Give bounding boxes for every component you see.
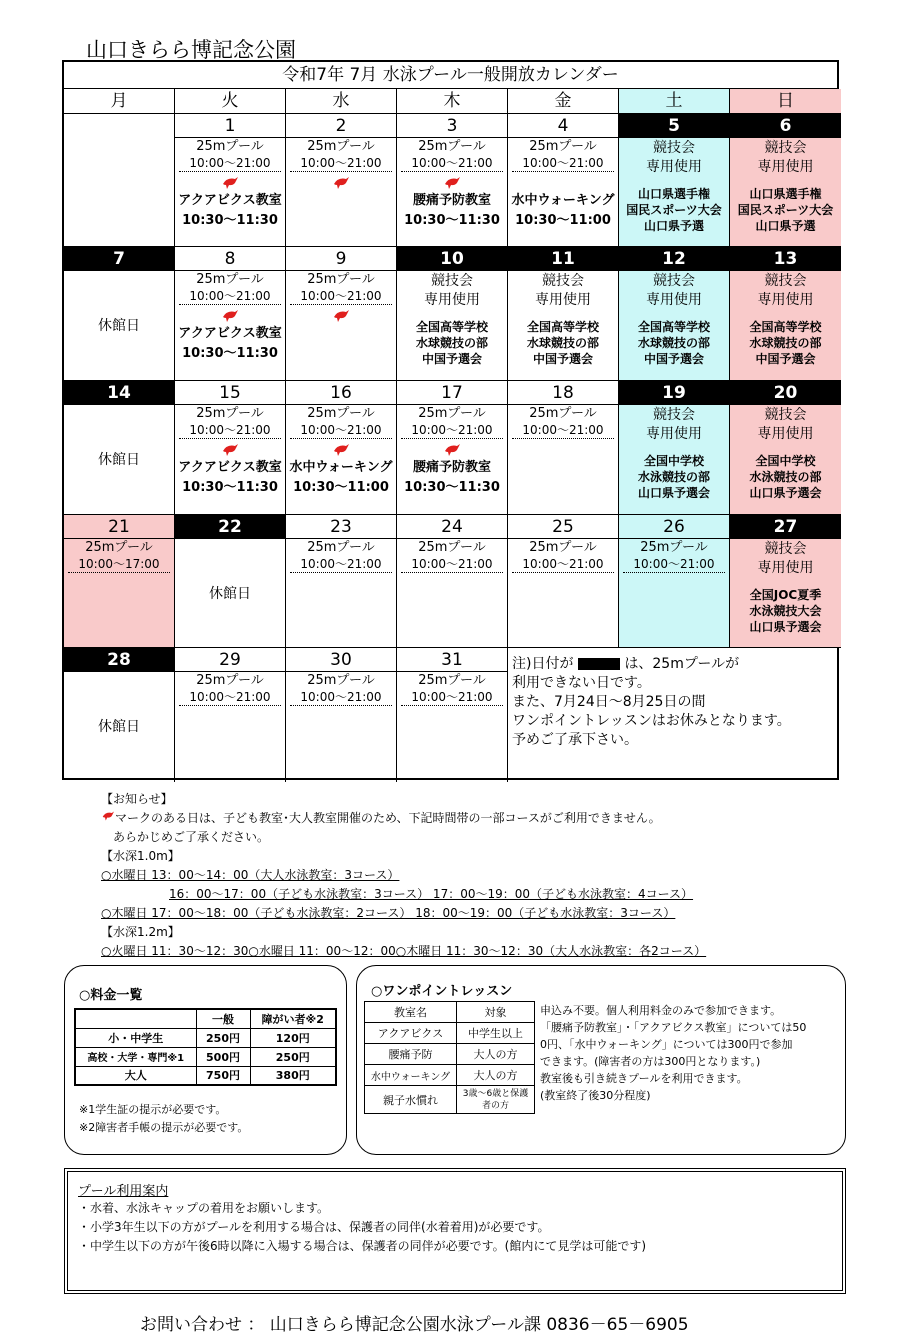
calendar-day — [286, 515, 397, 648]
calendar-day — [286, 381, 397, 515]
fee-box — [64, 965, 347, 1155]
pool-hours: 10:00～21:00 — [179, 690, 281, 706]
calendar-day — [619, 515, 730, 648]
notice-heading: 【お知らせ】 — [101, 792, 173, 806]
fee-cell: 大人 — [75, 1066, 196, 1085]
competition-label: 競技会 — [431, 273, 473, 289]
dolphin-icon — [443, 442, 461, 458]
fee-cell: 小・中学生 — [75, 1028, 196, 1047]
guide-list — [78, 1199, 646, 1256]
lesson-header: 教室名 — [365, 1002, 457, 1023]
weekday-header: 月 — [64, 89, 175, 114]
class-name: 腰痛予防教室 — [412, 460, 491, 475]
pool-label: 25mプール — [196, 406, 264, 421]
day-number: 31 — [397, 648, 507, 672]
fee-header: 一般 — [196, 1009, 250, 1028]
pool-label: 25mプール — [529, 406, 597, 421]
calendar-day — [730, 515, 841, 648]
pool-hours: 10:00～21:00 — [290, 423, 392, 439]
day-number: 9 — [286, 247, 396, 271]
fee-cell: 250円 — [196, 1028, 250, 1047]
calendar-day — [64, 648, 175, 782]
day-number: 1 — [175, 114, 285, 138]
exclusive-label: 専用使用 — [757, 560, 814, 576]
day-number: 20 — [730, 381, 841, 405]
pool-label: 25mプール — [418, 673, 486, 688]
pool-hours: 10:00～21:00 — [401, 423, 503, 439]
fee-table — [74, 1008, 337, 1086]
note-line: また、7月24日～8月25日の間 — [512, 694, 706, 710]
competition-label: 競技会 — [764, 140, 807, 156]
exclusive-label: 専用使用 — [535, 292, 591, 308]
pool-label: 25mプール — [640, 540, 708, 555]
calendar-day — [730, 114, 841, 247]
schedule-line: ○火曜日 11：30～12：30○水曜日 11：00～12：00○木曜日 11：30～12：30（大人水泳教室：各2コース） — [101, 944, 707, 958]
day-number: 23 — [286, 515, 396, 539]
lesson-cell: 腰痛予防 — [365, 1044, 457, 1065]
day-number: 26 — [619, 515, 729, 539]
calendar-day — [730, 381, 841, 515]
pool-label: 25mプール — [529, 139, 597, 154]
event-name: 全国高等学校 水球競技の部 中国予選会 — [415, 320, 488, 366]
day-number: 12 — [619, 247, 729, 271]
pool-label: 25mプール — [307, 673, 375, 688]
exclusive-label: 専用使用 — [757, 292, 814, 308]
pool-hours: 10:00～21:00 — [290, 289, 392, 305]
calendar-day — [286, 648, 397, 782]
day-number: 21 — [64, 515, 174, 539]
event-name: 全国中学校 水泳競技の部 山口県予選会 — [749, 454, 822, 500]
lesson-cell: 親子水慣れ — [365, 1086, 457, 1114]
class-time: 10:30～11:30 — [182, 480, 278, 495]
lesson-cell: 大人の方 — [457, 1065, 535, 1086]
pool-hours: 10:00～21:00 — [512, 423, 614, 439]
calendar-day — [619, 247, 730, 381]
day-number: 25 — [508, 515, 618, 539]
class-name: 水中ウォーキング — [511, 193, 615, 208]
day-number: 17 — [397, 381, 507, 405]
schedule-line: ○木曜日 17：00～18：00（子ども水泳教室：2コース） 18：00～19：00（子ども水泳教室：3コース） — [101, 906, 676, 920]
pool-hours: 10:00～21:00 — [290, 690, 392, 706]
calendar-day — [508, 247, 619, 381]
pool-label: 25mプール — [85, 540, 153, 555]
day-number: 15 — [175, 381, 285, 405]
competition-label: 競技会 — [542, 273, 584, 289]
class-time: 10:30～11:00 — [293, 480, 389, 495]
calendar-day — [64, 515, 175, 648]
day-number: 27 — [730, 515, 841, 539]
day-number: 6 — [730, 114, 841, 138]
schedule-line: 16：00～17：00（子ども水泳教室：3コース） 17：00～19：00（子ども水泳教室：4コース） — [169, 887, 694, 901]
dolphin-icon — [221, 308, 239, 324]
depth-heading: 【水深1.0m】 — [101, 849, 180, 863]
lesson-table — [364, 1001, 535, 1114]
class-time: 10:30～11:30 — [182, 213, 278, 228]
dolphin-icon — [332, 308, 350, 324]
pool-hours: 10:00～21:00 — [401, 156, 503, 172]
day-number: 2 — [286, 114, 396, 138]
fee-cell: 380円 — [250, 1066, 336, 1085]
pool-hours: 10:00～21:00 — [179, 289, 281, 305]
guide-title: プール利用案内 — [78, 1184, 169, 1199]
calendar-day — [508, 381, 619, 515]
day-number: 5 — [619, 114, 729, 138]
lesson-cell: 中学生以上 — [457, 1023, 535, 1044]
fee-header: 障がい者※2 — [250, 1009, 336, 1028]
fee-cell: 120円 — [250, 1028, 336, 1047]
day-number: 30 — [286, 648, 396, 672]
contact-footer: お問い合わせ ： 山口きらら博記念公園水泳プール課 0836－65－6905 — [140, 1315, 689, 1335]
class-name: 腰痛予防教室 — [412, 193, 491, 208]
pool-label: 25mプール — [307, 406, 375, 421]
dolphin-icon — [443, 175, 461, 191]
note-line: 予めご了承下さい。 — [512, 732, 638, 748]
exclusive-label: 専用使用 — [757, 159, 814, 175]
guide-item: ・水着、水泳キャップの着用をお願いします。 — [78, 1201, 330, 1215]
lesson-title: ○ワンポイントレッスン — [371, 984, 513, 999]
calendar — [62, 60, 839, 780]
exclusive-label: 専用使用 — [646, 159, 702, 175]
lesson-text-line: (教室終了後30分程度) — [540, 1089, 651, 1102]
exclusive-label: 専用使用 — [646, 426, 702, 442]
lesson-text-line: 教室後も引き続きプールを利用できます。 — [540, 1072, 748, 1085]
lesson-cell: 3歳～6歳と保護者の方 — [457, 1086, 535, 1114]
calendar-day — [397, 247, 508, 381]
day-number: 22 — [175, 515, 285, 539]
schedule-line: ○水曜日 13：00～14：00（大人水泳教室：3コース） — [101, 868, 400, 882]
weekday-header: 日 — [730, 89, 841, 114]
fee-cell: 250円 — [250, 1047, 336, 1066]
org-title: 山口きらら博記念公園 — [86, 38, 296, 62]
exclusive-label: 専用使用 — [424, 292, 480, 308]
lesson-box — [356, 965, 846, 1155]
calendar-day — [175, 247, 286, 381]
dolphin-icon — [332, 442, 350, 458]
calendar-day — [508, 114, 619, 247]
day-number: 16 — [286, 381, 396, 405]
lesson-text-line: 申込み不要。個人利用料金のみで参加できます。 — [540, 1004, 782, 1017]
pool-hours: 10:00～21:00 — [179, 156, 281, 172]
fee-note: ※2障害者手帳の提示が必要です。 — [79, 1121, 249, 1134]
note-line: は、25mプールが — [624, 656, 740, 672]
day-number: 19 — [619, 381, 729, 405]
lesson-cell: 水中ウォーキング — [365, 1065, 457, 1086]
event-name: 全国高等学校 水球競技の部 中国予選会 — [526, 320, 599, 366]
note-line: 利用できない日です。 — [512, 675, 651, 691]
calendar-day — [64, 247, 175, 381]
competition-label: 競技会 — [764, 273, 807, 289]
lesson-text-line: 0円、「水中ウォーキング」については300円で参加 — [540, 1038, 793, 1051]
calendar-day — [619, 114, 730, 247]
pool-hours: 10:00～21:00 — [401, 557, 503, 573]
calendar-day — [286, 114, 397, 247]
event-name: 全国中学校 水泳競技の部 山口県予選会 — [637, 454, 710, 500]
competition-label: 競技会 — [764, 541, 807, 557]
pool-label: 25mプール — [196, 673, 264, 688]
notice-section — [101, 790, 706, 961]
pool-guide — [64, 1168, 846, 1294]
calendar-note — [508, 652, 841, 753]
exclusive-label: 専用使用 — [757, 426, 814, 442]
calendar-day — [397, 648, 508, 782]
lesson-cell: 大人の方 — [457, 1044, 535, 1065]
calendar-day — [397, 114, 508, 247]
black-date-marker — [578, 658, 620, 670]
lesson-text-line: できます。(障害者の方は300円となります。) — [540, 1055, 761, 1068]
note-line: ワンポイントレッスンはお休みとなります。 — [512, 713, 791, 729]
exclusive-label: 専用使用 — [646, 292, 702, 308]
calendar-title: 令和7年 7月 水泳プール一般開放カレンダー — [64, 62, 837, 89]
competition-label: 競技会 — [764, 407, 807, 423]
pool-label: 25mプール — [307, 540, 375, 555]
closed-label: 休館日 — [98, 452, 140, 468]
day-number: 3 — [397, 114, 507, 138]
fee-cell: 500円 — [196, 1047, 250, 1066]
day-number: 11 — [508, 247, 618, 271]
competition-label: 競技会 — [653, 140, 695, 156]
dolphin-icon — [221, 442, 239, 458]
day-number: 4 — [508, 114, 618, 138]
dolphin-icon — [332, 175, 350, 191]
calendar-day — [175, 515, 286, 648]
fee-cell: 750円 — [196, 1066, 250, 1085]
day-number: 14 — [64, 381, 174, 405]
pool-label: 25mプール — [307, 139, 375, 154]
day-number: 18 — [508, 381, 618, 405]
calendar-day — [64, 381, 175, 515]
pool-hours: 10:00～17:00 — [68, 557, 170, 573]
calendar-day — [730, 247, 841, 381]
day-number: 8 — [175, 247, 285, 271]
weekday-header: 金 — [508, 89, 619, 114]
calendar-day — [286, 247, 397, 381]
pool-hours: 10:00～21:00 — [290, 557, 392, 573]
dolphin-icon — [221, 175, 239, 191]
day-number: 24 — [397, 515, 507, 539]
class-name: アクアビクス教室 — [178, 193, 282, 208]
class-name: 水中ウォーキング — [289, 460, 393, 475]
weekday-header: 木 — [397, 89, 508, 114]
dolphin-icon — [101, 810, 115, 822]
lesson-text-line: 「腰痛予防教室」・「アクアビクス教室」については50 — [540, 1021, 807, 1034]
class-time: 10:30～11:30 — [404, 480, 500, 495]
day-number: 13 — [730, 247, 841, 271]
pool-hours: 10:00～21:00 — [401, 690, 503, 706]
pool-label: 25mプール — [418, 540, 486, 555]
weekday-header: 水 — [286, 89, 397, 114]
event-name: 山口県選手権 国民スポーツ大会 山口県予選 — [737, 187, 834, 233]
pool-label: 25mプール — [307, 272, 375, 287]
class-time: 10:30～11:30 — [404, 213, 500, 228]
event-name: 山口県選手権 国民スポーツ大会 山口県予選 — [626, 187, 722, 233]
pool-hours: 10:00～21:00 — [512, 156, 614, 172]
closed-label: 休館日 — [209, 586, 251, 602]
weekday-header: 火 — [175, 89, 286, 114]
fee-note: ※1学生証の提示が必要です。 — [79, 1103, 227, 1116]
competition-label: 競技会 — [653, 407, 695, 423]
guide-item: ・中学生以下の方が午後6時以降に入場する場合は、保護者の同伴が必要です。(館内にて見学は可能です) — [78, 1239, 647, 1253]
pool-hours: 10:00～21:00 — [512, 557, 614, 573]
fee-title: ○料金一覧 — [79, 988, 143, 1003]
calendar-day — [397, 381, 508, 515]
pool-label: 25mプール — [418, 406, 486, 421]
day-number: 10 — [397, 247, 507, 271]
pool-label: 25mプール — [196, 139, 264, 154]
event-name: 全国JOC夏季 水泳競技大会 山口県予選会 — [749, 588, 822, 634]
pool-hours: 10:00～21:00 — [623, 557, 725, 573]
day-number: 7 — [64, 247, 174, 271]
weekday-header: 土 — [619, 89, 730, 114]
calendar-day — [619, 381, 730, 515]
pool-label: 25mプール — [418, 139, 486, 154]
fee-notes — [79, 1101, 248, 1137]
calendar-day — [175, 381, 286, 515]
lesson-header: 対象 — [457, 1002, 535, 1023]
pool-label: 25mプール — [196, 272, 264, 287]
pool-hours: 10:00～21:00 — [179, 423, 281, 439]
notice-text: マークのある日は、子ども教室･大人教室開催のため、下記時間帯の一部コースがご利用できません。 — [115, 811, 661, 825]
event-name: 全国高等学校 水球競技の部 中国予選会 — [749, 320, 822, 366]
class-name: アクアビクス教室 — [178, 460, 282, 475]
fee-cell: 高校・大学・専門※1 — [75, 1047, 196, 1066]
competition-label: 競技会 — [653, 273, 695, 289]
calendar-day — [175, 648, 286, 782]
lesson-cell: アクアビクス — [365, 1023, 457, 1044]
calendar-day — [508, 515, 619, 648]
note-line: 注)日付が — [512, 656, 574, 672]
event-name: 全国高等学校 水球競技の部 中国予選会 — [637, 320, 710, 366]
calendar-day — [175, 114, 286, 247]
calendar-day — [397, 515, 508, 648]
closed-label: 休館日 — [98, 719, 140, 735]
guide-item: ・小学3年生以下の方がプールを利用する場合は、保護者の同伴(水着着用)が必要です。 — [78, 1220, 550, 1234]
calendar-empty-cell — [64, 114, 175, 247]
depth-heading: 【水深1.2m】 — [101, 925, 180, 939]
closed-label: 休館日 — [98, 318, 140, 334]
pool-label: 25mプール — [529, 540, 597, 555]
pool-hours: 10:00～21:00 — [290, 156, 392, 172]
day-number: 29 — [175, 648, 285, 672]
class-time: 10:30～11:00 — [515, 213, 611, 228]
class-name: アクアビクス教室 — [178, 326, 282, 341]
class-time: 10:30～11:30 — [182, 346, 278, 361]
notice-text: あらかじめご了承ください。 — [113, 830, 270, 844]
lesson-text — [540, 1002, 840, 1104]
day-number: 28 — [64, 648, 174, 672]
